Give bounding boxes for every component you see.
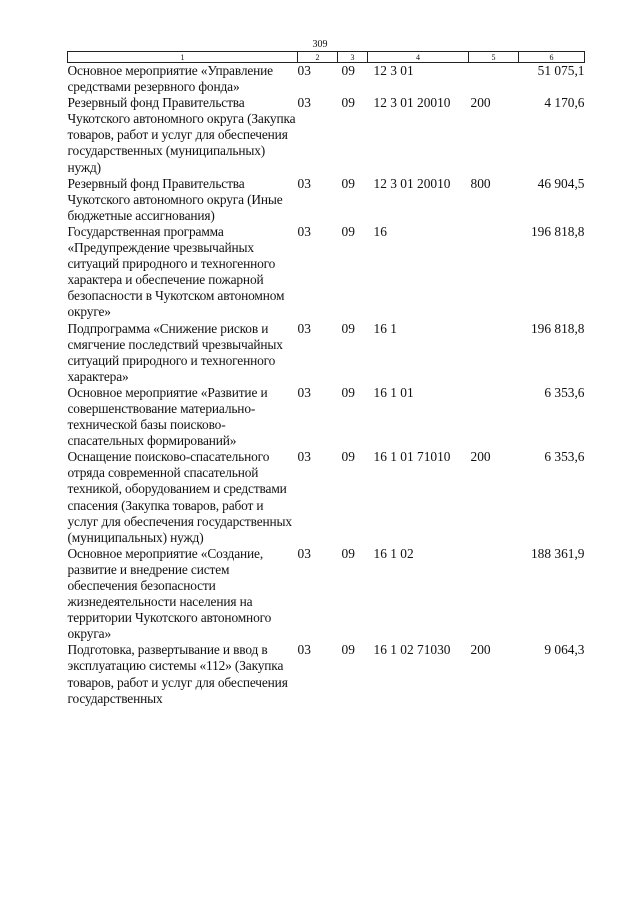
row-razdel: 03: [297, 449, 311, 465]
row-vr: 200: [470, 642, 491, 658]
table-row: [68, 642, 585, 706]
table-row: [68, 321, 585, 385]
row-sum: 6 353,6: [544, 384, 585, 400]
row-vr: [469, 224, 519, 321]
row-podrazdel: 09: [341, 223, 355, 239]
table-row: [68, 449, 585, 546]
row-name: Подпрограмма «Снижение рисков и смягчение последствий чрезвычайных ситуаций природного и техногенного характера»: [67, 320, 283, 384]
row-sum: 196 818,8: [530, 320, 585, 336]
row-razdel: 03: [297, 642, 311, 658]
row-vr: 200: [470, 449, 491, 465]
row-sum: 51 075,1: [537, 63, 585, 78]
row-name: Основное мероприятие «Развитие и совершенствование материально-технической базы поисково-спасательных формирований»: [67, 384, 268, 449]
header-row: [68, 52, 585, 63]
row-vr: 800: [470, 175, 491, 191]
table-body: [68, 63, 585, 707]
page-number: 309: [312, 39, 328, 50]
row-csr: 12 3 01: [373, 63, 414, 78]
row-podrazdel: 09: [341, 384, 355, 400]
row-csr: 16 1 01 71010: [373, 449, 451, 465]
header-col-podrazdel: 3: [338, 52, 368, 63]
header-col-razdel: 2: [298, 52, 338, 63]
row-vr: [469, 321, 519, 385]
row-vr: [469, 546, 519, 643]
row-podrazdel: 09: [341, 63, 355, 78]
row-razdel: 03: [297, 95, 311, 111]
header-col-csr: 4: [368, 52, 469, 63]
row-csr: 12 3 01 20010: [373, 175, 451, 191]
row-podrazdel: 09: [341, 449, 355, 465]
row-sum: 188 361,9: [530, 545, 585, 561]
row-vr: [469, 385, 519, 449]
header-col-name: 1: [68, 52, 298, 63]
table-row: [68, 224, 585, 321]
row-csr: 16 1 02: [373, 545, 414, 561]
row-csr: 16 1 02 71030: [373, 642, 451, 658]
row-sum: 6 353,6: [544, 449, 585, 465]
row-name: Оснащение поисково-спасательного отряда современной спасательной техникой, оборудованием и средствами спасения (Закупка товаров, работ и услуг для обеспечения государственных (муниципальных) нужд): [67, 449, 292, 545]
row-csr: 16 1 01: [373, 384, 414, 400]
table-header: [68, 52, 585, 63]
row-razdel: 03: [297, 384, 311, 400]
budget-table: [67, 51, 585, 707]
row-podrazdel: 09: [341, 642, 355, 658]
row-csr: 16 1: [373, 320, 397, 336]
row-name: Резервный фонд Правительства Чукотского автономного округа (Закупка товаров, работ и услуг для обеспечения государственных (муниципальных) нужд): [67, 95, 296, 175]
row-podrazdel: 09: [341, 95, 355, 111]
table-row: [68, 385, 585, 449]
row-csr: 12 3 01 20010: [373, 95, 451, 111]
row-vr: [469, 63, 519, 96]
table-row: [68, 176, 585, 224]
row-name: Резервный фонд Правительства Чукотского автономного округа (Иные бюджетные ассигнования): [67, 175, 283, 223]
row-name: Государственная программа «Предупреждение чрезвычайных ситуаций природного и техногенного характера и обеспечение пожарной безопасности в Чукотском автономном округе»: [67, 223, 285, 320]
row-podrazdel: 09: [341, 175, 355, 191]
row-name: Подготовка, развертывание и ввод в эксплуатацию системы «112» (Закупка товаров, работ и услуг для обеспечения государственных: [67, 642, 288, 706]
row-razdel: 03: [297, 223, 311, 239]
row-sum: 46 904,5: [537, 175, 585, 191]
table-row: [68, 95, 585, 175]
row-razdel: 03: [297, 175, 311, 191]
row-razdel: 03: [297, 63, 311, 78]
row-csr: 16: [373, 223, 387, 239]
header-col-sum: 6: [519, 52, 585, 63]
row-podrazdel: 09: [341, 545, 355, 561]
table-row: [68, 546, 585, 643]
header-col-vr: 5: [469, 52, 519, 63]
row-razdel: 03: [297, 320, 311, 336]
row-sum: 4 170,6: [544, 95, 585, 111]
row-razdel: 03: [297, 545, 311, 561]
row-name: Основное мероприятие «Создание, развитие и внедрение систем обеспечения безопасности жизнедеятельности населения на территории Чукотского автономного округа»: [67, 545, 272, 642]
row-sum: 196 818,8: [530, 223, 585, 239]
row-name: Основное мероприятие «Управление средствами резервного фонда»: [67, 63, 273, 95]
row-sum: 9 064,3: [544, 642, 585, 658]
table-row: [68, 63, 585, 96]
row-podrazdel: 09: [341, 320, 355, 336]
row-vr: 200: [470, 95, 491, 111]
